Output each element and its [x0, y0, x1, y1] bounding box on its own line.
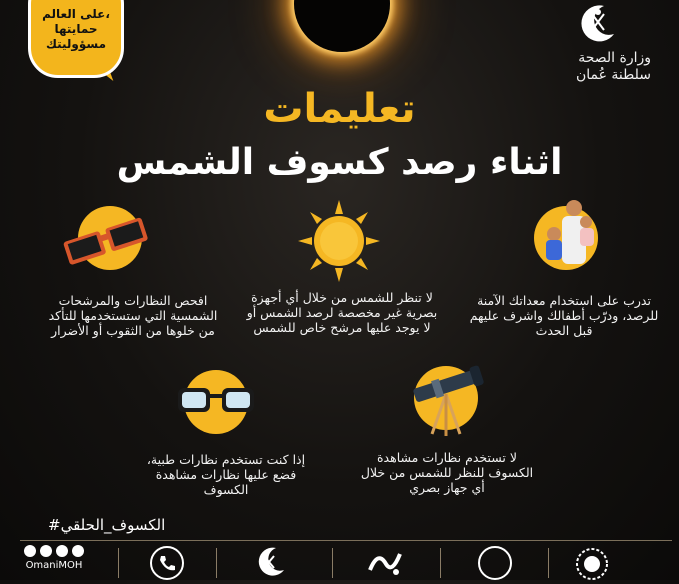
- item-text-5: لا تستخدم نظارات مشاهدة الكسوف للنظر للشمس من خلال أي جهاز بصري: [360, 450, 534, 495]
- page-subtitle: اثناء رصد كسوف الشمس: [116, 142, 563, 183]
- family-icon: [534, 206, 598, 270]
- ministry-name: وزارة الصحة: [578, 50, 651, 66]
- item-text-3: تدرب على استخدام معداتك الآمنة للرصد، ودرّب أطفالك واشرف عليهم قبل الحدث: [469, 293, 659, 338]
- calligraphy-logo-icon: [366, 546, 406, 578]
- footer-divider: [216, 548, 217, 578]
- prescription-glasses-icon: [184, 370, 248, 434]
- bubble-line-1: على العالم،: [42, 7, 110, 21]
- hashtag-label: #الكسوف_الحلقي: [48, 516, 166, 534]
- item-text-1: افحص النظارات والمرشحات الشمسية التي ستستخدمها للتأكد من خلوها من الثقوب أو الأضرار: [48, 293, 218, 338]
- eclipse-glasses-icon: [78, 206, 142, 270]
- item-text-4: إذا كنت تستخدم نظارات طبية، فضع عليها نظارات مشاهدة الكسوف: [146, 452, 306, 497]
- crescent-emblem-icon: [574, 0, 620, 46]
- footer-divider: [332, 548, 333, 578]
- bubble-line-2: حمايتها: [54, 22, 98, 36]
- bubble-line-3: مسؤوليتك: [45, 37, 107, 51]
- telescope-icon: [414, 366, 478, 430]
- circle-logo-icon: [478, 546, 512, 580]
- item-text-2: لا تنظر للشمس من خلال أي أجهزة بصرية غير مخصصة لرصد الشمس أو لا يوجد عليها مرشح خاص للشمس: [246, 290, 438, 335]
- page-title: تعليمات: [263, 86, 416, 132]
- solar-eclipse-icon: [294, 0, 390, 52]
- speech-bubble: [28, 0, 124, 78]
- social-handle: OmaniMOH: [25, 560, 83, 571]
- facebook-icon[interactable]: [56, 545, 68, 557]
- phone-icon[interactable]: [150, 546, 184, 580]
- twitter-icon[interactable]: [72, 545, 84, 557]
- instagram-icon[interactable]: [24, 545, 36, 557]
- ministry-logo: [537, 0, 657, 84]
- youtube-icon[interactable]: [40, 545, 52, 557]
- footer-divider: [548, 548, 549, 578]
- footer-divider: [118, 548, 119, 578]
- footer-divider: [440, 548, 441, 578]
- oman-emblem-icon: [252, 544, 288, 578]
- social-links: [24, 545, 84, 571]
- country-name: سلطنة عُمان: [575, 67, 651, 83]
- sun-icon: [298, 200, 380, 282]
- seal-logo-icon: [574, 546, 610, 580]
